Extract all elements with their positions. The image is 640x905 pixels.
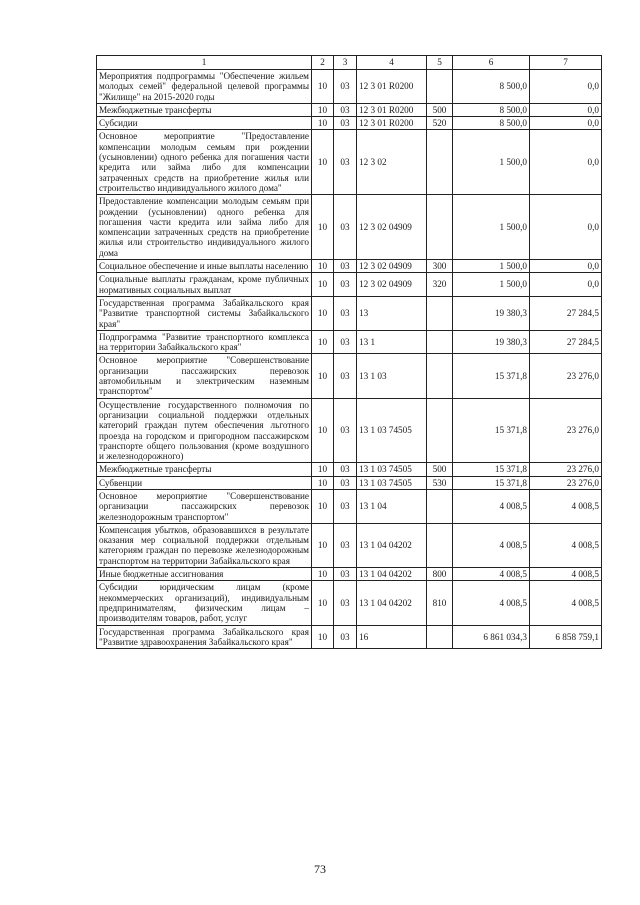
header-cell-1: 1: [97, 56, 312, 70]
row-name: Социальные выплаты гражданам, кроме публичных нормативных социальных выплат: [97, 273, 312, 297]
header-cell-5: 5: [427, 56, 453, 70]
table-row: [97, 195, 602, 260]
row-subsection: 03: [334, 330, 357, 354]
row-expense-type: [427, 354, 453, 398]
row-target-code: 13 1 04 04202: [357, 568, 427, 581]
row-subsection: 03: [334, 195, 357, 260]
row-target-code: 13 1 04 04202: [357, 523, 427, 567]
table-row: [97, 568, 602, 581]
row-section: 10: [312, 260, 334, 273]
row-expense-type: [427, 523, 453, 567]
row-target-code: 13 1 03: [357, 354, 427, 398]
row-amount-year1: 6 861 034,3: [453, 625, 530, 649]
row-expense-type: 500: [427, 463, 453, 476]
row-amount-year2: 27 284,5: [530, 296, 602, 330]
row-section: 10: [312, 354, 334, 398]
row-name: Предоставление компенсации молодым семьям при рождении (усыновлении) одного ребенка для погашения части кредита или займа либо для компенсации затраченных средств на приобретение жилья или строительство индивидуального жилого дома: [97, 195, 312, 260]
row-section: 10: [312, 476, 334, 489]
row-expense-type: 520: [427, 117, 453, 130]
row-subsection: 03: [334, 398, 357, 463]
row-name: Компенсация убытков, образовавшихся в результате оказания мер социальной поддержки отдельным категориям граждан по перевозке железнодорожным транспортом на территории Забайкальского края: [97, 523, 312, 567]
row-name: Межбюджетные трансферты: [97, 103, 312, 116]
row-subsection: 03: [334, 476, 357, 489]
row-amount-year2: 23 276,0: [530, 463, 602, 476]
row-amount-year1: 4 008,5: [453, 523, 530, 567]
row-amount-year2: 4 008,5: [530, 523, 602, 567]
header-cell-2: 2: [312, 56, 334, 70]
row-subsection: 03: [334, 568, 357, 581]
table-row: [97, 489, 602, 523]
row-section: 10: [312, 70, 334, 104]
row-expense-type: [427, 625, 453, 649]
row-name: Государственная программа Забайкальского края "Развитие транспортной системы Забайкальского края": [97, 296, 312, 330]
row-subsection: 03: [334, 625, 357, 649]
row-expense-type: 500: [427, 103, 453, 116]
row-expense-type: [427, 195, 453, 260]
row-name: Основное мероприятие "Предоставление компенсации молодым семьям при рождении (усыновлении) одного ребенка для погашения части кредита или займа либо для компенсации затраченных средств на приобретение жилья или строительство индивидуального жилого дома": [97, 130, 312, 195]
row-amount-year2: 23 276,0: [530, 476, 602, 489]
row-expense-type: 320: [427, 273, 453, 297]
row-subsection: 03: [334, 130, 357, 195]
row-expense-type: 810: [427, 581, 453, 625]
row-target-code: 13 1 04 04202: [357, 581, 427, 625]
row-section: 10: [312, 463, 334, 476]
row-amount-year1: 4 008,5: [453, 581, 530, 625]
row-target-code: 12 3 02 04909: [357, 260, 427, 273]
row-amount-year2: 4 008,5: [530, 489, 602, 523]
row-amount-year1: 1 500,0: [453, 195, 530, 260]
row-amount-year2: 6 858 759,1: [530, 625, 602, 649]
row-amount-year1: 1 500,0: [453, 273, 530, 297]
row-section: 10: [312, 130, 334, 195]
row-target-code: 12 3 02 04909: [357, 195, 427, 260]
table-row: [97, 354, 602, 398]
row-expense-type: [427, 70, 453, 104]
row-expense-type: [427, 398, 453, 463]
table-row: [97, 463, 602, 476]
row-name: Подпрограмма "Развитие транспортного комплекса на территории Забайкальского края": [97, 330, 312, 354]
row-name: Субсидии: [97, 117, 312, 130]
row-target-code: 13 1 03 74505: [357, 398, 427, 463]
row-amount-year2: 0,0: [530, 195, 602, 260]
header-cell-4: 4: [357, 56, 427, 70]
row-amount-year2: 0,0: [530, 273, 602, 297]
row-target-code: 12 3 01 R0200: [357, 70, 427, 104]
row-section: 10: [312, 103, 334, 116]
row-section: 10: [312, 568, 334, 581]
row-target-code: 12 3 02 04909: [357, 273, 427, 297]
row-subsection: 03: [334, 117, 357, 130]
row-amount-year1: 8 500,0: [453, 103, 530, 116]
row-subsection: 03: [334, 354, 357, 398]
row-name: Осуществление государственного полномочия по организации социальной поддержки отдельных категорий граждан путем обеспечения льготного проезда на городском и пригородном пассажирском транспорте общего пользования (кроме воздушного и железнодорожного): [97, 398, 312, 463]
row-target-code: 12 3 01 R0200: [357, 103, 427, 116]
row-amount-year1: 15 371,8: [453, 354, 530, 398]
row-section: 10: [312, 523, 334, 567]
row-target-code: 13 1 03 74505: [357, 463, 427, 476]
header-cell-7: 7: [530, 56, 602, 70]
table-row: [97, 476, 602, 489]
table-row: [97, 523, 602, 567]
row-name: Иные бюджетные ассигнования: [97, 568, 312, 581]
row-amount-year2: 0,0: [530, 117, 602, 130]
row-amount-year2: 4 008,5: [530, 581, 602, 625]
row-amount-year2: 0,0: [530, 260, 602, 273]
header-cell-3: 3: [334, 56, 357, 70]
row-target-code: 16: [357, 625, 427, 649]
row-name: Мероприятия подпрограммы "Обеспечение жильем молодых семей" федеральной целевой программы "Жилище" на 2015-2020 годы: [97, 70, 312, 104]
row-section: 10: [312, 330, 334, 354]
budget-table: [96, 55, 602, 649]
header-cell-6: 6: [453, 56, 530, 70]
row-target-code: 13 1: [357, 330, 427, 354]
row-amount-year1: 15 371,8: [453, 476, 530, 489]
row-section: 10: [312, 398, 334, 463]
row-expense-type: 530: [427, 476, 453, 489]
row-amount-year2: 0,0: [530, 70, 602, 104]
table-row: [97, 398, 602, 463]
page-number: 73: [314, 862, 326, 876]
row-amount-year1: 8 500,0: [453, 117, 530, 130]
table-row: [97, 273, 602, 297]
row-amount-year2: 23 276,0: [530, 354, 602, 398]
row-subsection: 03: [334, 489, 357, 523]
row-subsection: 03: [334, 103, 357, 116]
table-header-row: [97, 56, 602, 70]
row-amount-year2: 23 276,0: [530, 398, 602, 463]
row-amount-year1: 15 371,8: [453, 398, 530, 463]
row-section: 10: [312, 273, 334, 297]
row-amount-year2: 27 284,5: [530, 330, 602, 354]
table-row: [97, 70, 602, 104]
row-subsection: 03: [334, 260, 357, 273]
row-name: Субсидии юридическим лицам (кроме некоммерческих организаций), индивидуальным предпринимателям, физическим лицам – производителям товаров, работ, услуг: [97, 581, 312, 625]
row-expense-type: [427, 330, 453, 354]
table-row: [97, 330, 602, 354]
row-amount-year1: 15 371,8: [453, 463, 530, 476]
row-amount-year2: 0,0: [530, 130, 602, 195]
row-amount-year1: 8 500,0: [453, 70, 530, 104]
row-section: 10: [312, 581, 334, 625]
table-row: [97, 296, 602, 330]
table-row: [97, 581, 602, 625]
row-target-code: 12 3 02: [357, 130, 427, 195]
row-name: Государственная программа Забайкальского края "Развитие здравоохранения Забайкальского края": [97, 625, 312, 649]
row-expense-type: [427, 489, 453, 523]
row-section: 10: [312, 296, 334, 330]
row-section: 10: [312, 195, 334, 260]
row-amount-year1: 19 380,3: [453, 296, 530, 330]
row-expense-type: [427, 130, 453, 195]
row-amount-year1: 1 500,0: [453, 260, 530, 273]
table-row: [97, 103, 602, 116]
row-section: 10: [312, 489, 334, 523]
row-subsection: 03: [334, 70, 357, 104]
row-name: Социальное обеспечение и иные выплаты населению: [97, 260, 312, 273]
row-amount-year1: 4 008,5: [453, 568, 530, 581]
row-amount-year1: 1 500,0: [453, 130, 530, 195]
row-expense-type: [427, 296, 453, 330]
row-subsection: 03: [334, 523, 357, 567]
row-amount-year1: 4 008,5: [453, 489, 530, 523]
row-name: Субвенции: [97, 476, 312, 489]
row-subsection: 03: [334, 463, 357, 476]
table-row: [97, 625, 602, 649]
table-row: [97, 117, 602, 130]
row-subsection: 03: [334, 296, 357, 330]
row-amount-year1: 19 380,3: [453, 330, 530, 354]
row-subsection: 03: [334, 581, 357, 625]
row-target-code: 13: [357, 296, 427, 330]
row-section: 10: [312, 625, 334, 649]
row-target-code: 13 1 03 74505: [357, 476, 427, 489]
row-subsection: 03: [334, 273, 357, 297]
row-expense-type: 300: [427, 260, 453, 273]
table-row: [97, 130, 602, 195]
row-name: Межбюджетные трансферты: [97, 463, 312, 476]
row-expense-type: 800: [427, 568, 453, 581]
table-body: [97, 70, 602, 649]
row-name: Основное мероприятие "Совершенствование организации пассажирских перевозок автомобильным и электрическим наземным транспортом": [97, 354, 312, 398]
row-amount-year2: 4 008,5: [530, 568, 602, 581]
table-row: [97, 260, 602, 273]
row-amount-year2: 0,0: [530, 103, 602, 116]
row-name: Основное мероприятие "Совершенствование организации пассажирских перевозок железнодорожным транспортом": [97, 489, 312, 523]
row-section: 10: [312, 117, 334, 130]
row-target-code: 12 3 01 R0200: [357, 117, 427, 130]
row-target-code: 13 1 04: [357, 489, 427, 523]
